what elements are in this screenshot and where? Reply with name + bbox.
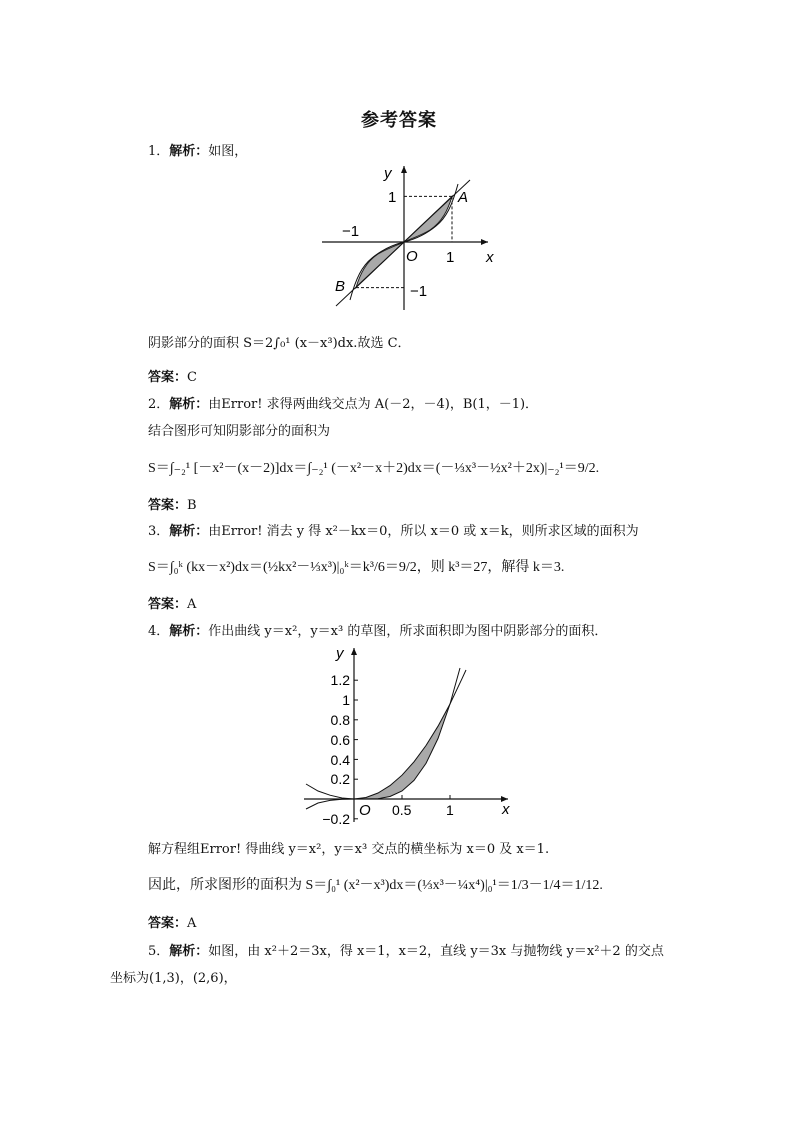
tick-y-negative: −1 bbox=[410, 283, 428, 300]
y-axis-arrow bbox=[351, 648, 357, 655]
problem-number: 4． bbox=[148, 624, 170, 639]
x-tick-label: 1 bbox=[446, 802, 454, 818]
x-tick-label: 0.5 bbox=[392, 802, 412, 818]
answer-label: 答案： bbox=[148, 916, 188, 931]
problem-5-line-2: 坐标为(1,3)，(2,6)， bbox=[110, 971, 237, 986]
answer-label: 答案： bbox=[148, 498, 188, 513]
answer-value: A bbox=[187, 597, 197, 612]
y-tick-label: 0.2 bbox=[330, 771, 350, 787]
problem-3-formula: S＝∫₀ᵏ (kx－x²)dx＝(½kx²－⅓x³)|₀ᵏ＝k³/6＝9/2，则 k³＝27，解得 k＝3. bbox=[148, 560, 565, 575]
problem-4-line-1 bbox=[148, 620, 607, 639]
figure-2-parabola-cubic bbox=[296, 640, 526, 830]
x-axis-label: x bbox=[486, 249, 494, 266]
shaded-region bbox=[354, 704, 450, 799]
problem-number: 3． bbox=[148, 524, 170, 539]
x-axis-arrow bbox=[481, 239, 488, 245]
y-tick-label: 1.2 bbox=[330, 672, 350, 688]
origin-label: O bbox=[359, 802, 371, 819]
problem-2-answer bbox=[148, 494, 197, 513]
page-title: 参考答案 bbox=[361, 110, 437, 131]
y-tick-label: 1 bbox=[342, 692, 350, 708]
jiexi-label: 解析： bbox=[169, 397, 209, 412]
answer-label: 答案： bbox=[148, 370, 188, 385]
problem-2-line-2: 结合图形可知阴影部分的面积为 bbox=[148, 424, 331, 439]
problem-intro: 如图， bbox=[208, 144, 248, 159]
answer-value: B bbox=[187, 498, 197, 513]
point-a-label: A bbox=[458, 189, 469, 206]
figure-1-cubic-line bbox=[310, 160, 510, 320]
problem-text: 作出曲线 y＝x²，y＝x³ 的草图，所求面积即为图中阴影部分的面积． bbox=[208, 624, 608, 639]
problem-number: 2． bbox=[148, 397, 170, 412]
tick-y-positive: 1 bbox=[388, 189, 397, 206]
problem-1-area: 阴影部分的面积 S＝2∫₀¹ (x－x³)dx.故选 C． bbox=[148, 336, 411, 351]
y-tick-label: −0.2 bbox=[322, 811, 350, 827]
y-tick-label: 0.6 bbox=[330, 732, 350, 748]
problem-4-answer bbox=[148, 912, 196, 931]
y-axis-label: y bbox=[336, 645, 344, 662]
origin-label: O bbox=[406, 248, 418, 265]
jiexi-label: 解析： bbox=[169, 624, 209, 639]
problem-4-line-3: 因此，所求图形的面积为 S＝∫₀¹ (x²－x³)dx＝(⅓x³－¼x⁴)|₀¹＝1/3－1/4＝1/12. bbox=[148, 878, 603, 893]
tick-x-negative: −1 bbox=[342, 223, 360, 240]
x-axis-label: x bbox=[502, 801, 510, 818]
problem-text: 由Error! 消去 y 得 x²－kx＝0，所以 x＝0 或 x＝k，则所求区域的面积为 bbox=[208, 524, 639, 539]
problem-4-line-2: 解方程组Error! 得曲线 y＝x²，y＝x³ 交点的横坐标为 x＝0 及 x＝1. bbox=[148, 842, 550, 857]
problem-text: 如图，由 x²＋2＝3x，得 x＝1，x＝2，直线 y＝3x 与抛物线 y＝x²＋2 的交点 bbox=[208, 944, 664, 959]
y-tick-label: 0.4 bbox=[330, 752, 350, 768]
problem-number: 1． bbox=[148, 144, 170, 159]
jiexi-label: 解析： bbox=[169, 144, 209, 159]
y-tick-label: 0.8 bbox=[330, 712, 350, 728]
problem-2-line-1 bbox=[148, 393, 538, 412]
problem-1-answer bbox=[148, 366, 197, 385]
jiexi-label: 解析： bbox=[169, 944, 209, 959]
problem-3-line-1 bbox=[148, 520, 639, 539]
problem-text: 由Error! 求得两曲线交点为 A(－2，－4)，B(1，－1)． bbox=[208, 397, 539, 412]
answer-value: A bbox=[187, 916, 197, 931]
problem-2-formula: S＝∫₋₂¹ [－x²－(x－2)]dx＝∫₋₂¹ (－x²－x＋2)dx＝(－⅓x³－½x²＋2x)|₋₂¹＝9/2. bbox=[148, 461, 600, 476]
answer-label: 答案： bbox=[148, 597, 188, 612]
problem-number: 5． bbox=[148, 944, 170, 959]
point-b-label: B bbox=[335, 278, 346, 295]
problem-1-header bbox=[148, 140, 247, 159]
y-axis-label: y bbox=[384, 165, 392, 182]
jiexi-label: 解析： bbox=[169, 524, 209, 539]
tick-x-positive: 1 bbox=[446, 249, 455, 266]
y-axis-arrow bbox=[401, 166, 407, 173]
problem-5-line-1 bbox=[148, 940, 664, 959]
answer-value: C bbox=[187, 370, 197, 385]
problem-3-answer bbox=[148, 593, 196, 612]
